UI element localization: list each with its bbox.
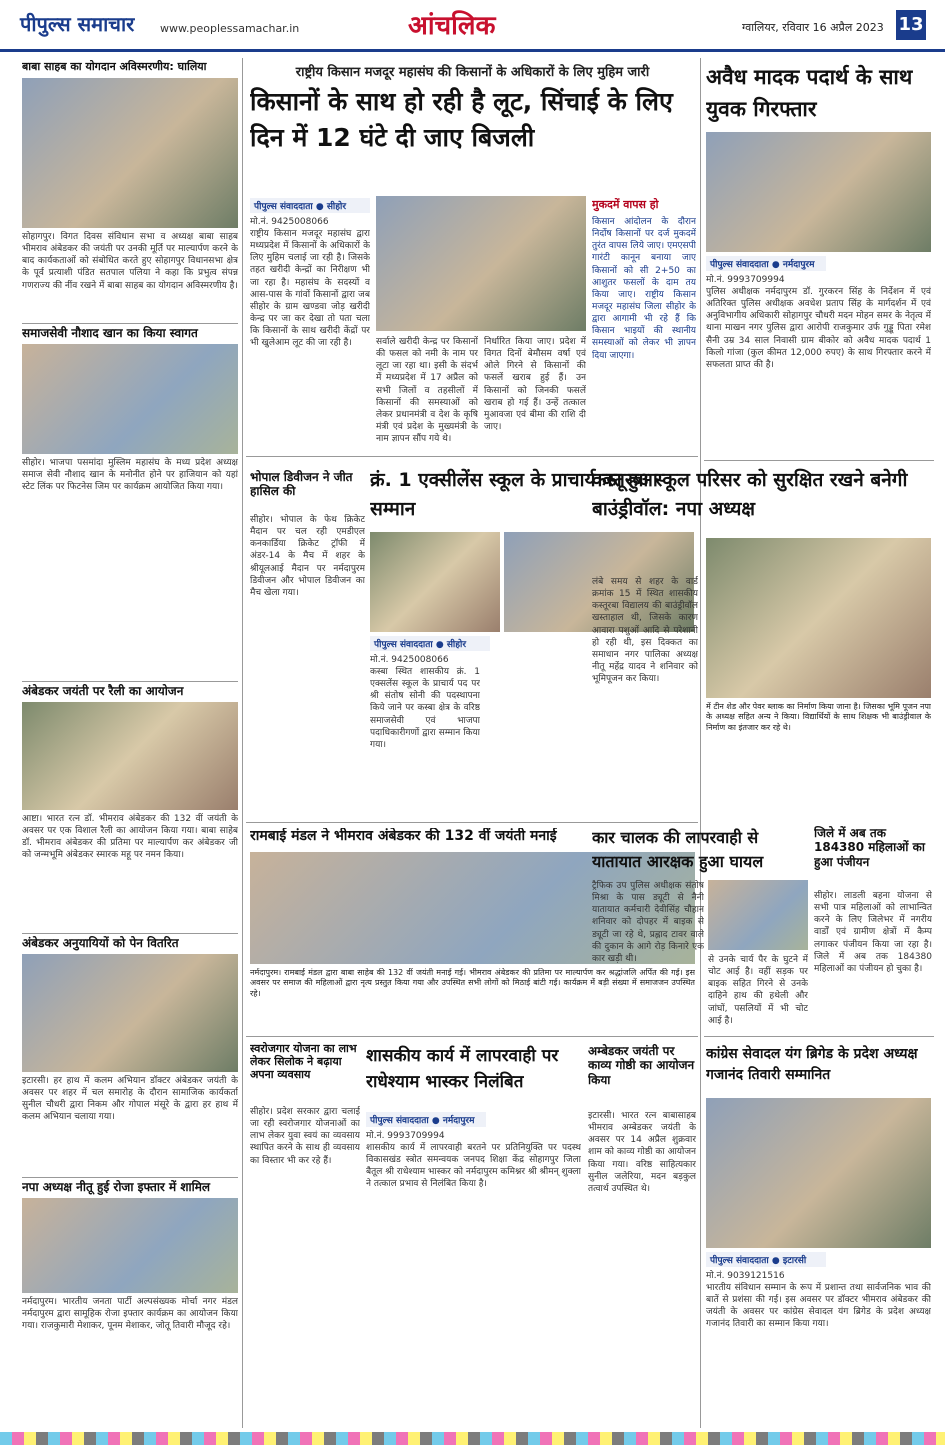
photo (706, 132, 931, 252)
photo (370, 532, 500, 632)
byline: पीपुल्स संवाददाता ● नर्मदापुरम (366, 1112, 486, 1127)
byline: पीपुल्स संवाददाता ● नर्मदापुरम (706, 256, 826, 271)
article-body: राष्ट्रीय किसान मजदूर महासंघ द्वारा मध्यप्रदेश में किसानों के अधिकारों के लिए मुहिम चलाई जा रही है। जिसके तहत खरीदी केन्द्रों का निरीक्षण भी जा रहा है। महासंघ के सदस्यों व आस-पास के गांवों किसानों द्वारा जब सीहोर के ग्राम खण्डवा जोड़ खरीदी केन्द्र पर जा कर देखा तो पता चला कि किसानों के साथ खरीदी केंद्रों पर भी खुलेआम लूट की जा रही है। (250, 229, 370, 349)
photo (22, 1198, 238, 1293)
article-body: आष्टा। भारत रत्न डॉ. भीमराव अंबेडकर की 132 वीं जयंती के अवसर पर एक विशाल रैली का आयोजन किया गया। बाबा साहेब डॉ. भीमराव अंबेडकर की प्रतिमा पर माल्यार्पण कर अंबेडकर जी को जन्मभूमि अंबेडकर स्मारक महू पर नमन किया। (22, 814, 238, 861)
article-body: शासकीय कार्य में लापरवाही बरतने पर प्रतिनियुक्ति पर पदस्थ विकासखंड स्त्रोत समन्वयक जनपद शिक्षा केंद्र सोहागपुर जिला बैतूल श्री राधेश्याम भास्कर को नर्मदापुरम कमिश्नर श्री श्रीमन् शुक्ला ने तत्काल प्रभाव से निलंबित किया है। (366, 1143, 581, 1190)
headline: अंबेडकर अनुयायियों को पेन वितरित (22, 933, 238, 951)
article-body: नर्मदापुरम। भारतीय जनता पार्टी अल्पसंख्यक मोर्चा नगर मंडल नर्मदापुरम द्वारा सामूहिक रोजा इफ्तार कार्यक्रम का आयोजन किया गया। राजकुमारी मेशाकर, पूनम मेशाकर, जोतू तिवारी मौजूद रहे। (22, 1297, 238, 1332)
headline: अंबेडकर जयंती पर रैली का आयोजन (22, 681, 238, 699)
article-body: से उनके चार्य पैर के घुटने में चोट आई है। वहीं सड़क पर बाइक सहित गिरने से उनके दाहिने हाथ की हथेली और जांघों, पसलियों में भी चोट आई है। (708, 955, 808, 1026)
masthead (0, 0, 945, 52)
main-headline: किसानों के साथ हो रही है लूट, सिंचाई के लिए दिन में 12 घंटे दी जाए बिजली (250, 87, 673, 153)
headline: कांग्रेस सेवादल यंग ब्रिगेड के प्रदेश अध्यक्ष गजानंद तिवारी सम्मानित (706, 1046, 918, 1083)
byline: पीपुल्स संवाददाता ● इटारसी (706, 1252, 826, 1267)
section-rule (704, 460, 934, 461)
article-body: निर्धारित किया जाए। प्रदेश में विगत दिनों बेमौसम वर्षा एवं ओले गिरने से किसानों की फसलें खराब हुई हैं। उन किसानों को जिनकी फसलें खराब हो गई हैं। उन्हें तत्काल मुआवजा एवं बीमा की राशि दी जाए। (484, 337, 586, 432)
article-body: पुलिस अधीक्षक नर्मदापुरम डॉ. गुरकरन सिंह के निर्देशन में एवं अतिरिक्त पुलिस अधीक्षक अवधेश प्रताप सिंह के मार्गदर्शन में एवं अनुविभागीय अधिकारी सोहागपुर चौधरी मदन मोहन समर के नेतृत्व में थाना माखन नगर पुलिस द्वारा आरोपी राजकुमार उर्फ गुड्डू पिता रमेश सैनी उम्र 34 साल निवासी ग्राम बीकोर को अवैध मादक पदार्थ 1 किलो गांजा (कुल कीमत 12,000 रुपए) के साथ गिरफ्तार करने में सफलता प्राप्त की है। (706, 287, 931, 370)
photo (708, 880, 808, 950)
newspaper-logo: पीपुल्स समाचार (20, 12, 135, 36)
page-number: 13 (896, 10, 926, 40)
registration-marks (0, 1432, 945, 1445)
photo (22, 954, 238, 1072)
website-url[interactable]: www.peoplessamachar.in (160, 22, 300, 35)
headline: समाजसेवी नौशाद खान का किया स्वागत (22, 323, 238, 341)
photo (22, 78, 238, 228)
section-title: आंचलिक (408, 11, 496, 41)
headline: रामबाई मंडल ने भीमराव अंबेडकर की 132 वीं जयंती मनाई (250, 828, 557, 844)
photo (706, 538, 931, 698)
article-body: सीहोर। लाडली बहना योजना से सभी पात्र महिलाओं को लाभान्वित करने के लिए जिलेभर में नगरीय वार्डों एवं ग्रामीण क्षेत्रों में कैम्प लगाकर पंजीयन किया जा रहा है। जिले में अब तक 184380 महिलाओं का पंजीयन हो चुका है। (814, 891, 932, 974)
headline: स्वरोजगार योजना का लाभ लेकर सिलोक ने बढ़ाया अपना व्यवसाय (250, 1042, 357, 1082)
photo (706, 1098, 931, 1248)
column-rule (242, 58, 243, 1428)
article-body: लंबे समय से शहर के वार्ड क्रमांक 15 में स्थित शासकीय कस्तूरबा विद्यालय की बाउंड्रीवॉल खस्ताहाल थी, जिसके कारण आवारा पशुओं आदि से परेशानी हो रही थी, इस दिक्कत का समाधान नगर पालिका अध्यक्ष नीतू महेंद्र यादव ने शनिवार को भूमिपूजन कर किया। (592, 577, 698, 685)
article-body: सीहोर। भाजपा पसमांदा मुस्लिम महासंघ के मध्य प्रदेश अध्यक्ष समाज सेवी नौशाद खान के मनोनीत होने पर हाजियान को यहां स्टेट लिंक पर फिटनेस जिम पर कार्यक्रम आयोजित किया गया। (22, 458, 238, 493)
mobile-number: मो.नं. 9993709994 (706, 275, 785, 285)
headline: नपा अध्यक्ष नीतू हुई रोजा इफ्तार में शामिल (22, 1177, 238, 1195)
article-body: ट्रैफिक उप पुलिस अधीक्षक संतोष मिश्रा के पास ड्यूटी से नैनी यातायात कर्मचारी देवीसिंह चौहान शनिवार को दोपहर में बाइक से ड्यूटी जा रहे थे, प्रह्लाद टावर वाले की दुकान के आगे रोड़ किनारे एक कार खड़ी थी। (592, 881, 704, 964)
article-body: इटारसी। हर हाथ में कलम अभियान डॉक्टर अंबेडकर जयंती के अवसर पर शहर में चल समारोह के दौरान सामाजिक कार्यकर्ता सुनील चौधरी द्वारा निकम और गोपाल मंसूरे के द्वारा हर हाथ में कलम अभियान चलाया गया। (22, 1076, 238, 1123)
article-body: कस्बा स्थित शासकीय क्रं. 1 एक्सलेंस स्कूल के प्राचार्य पद पर श्री संतोष सोनी की पदस्थापना किये जाने पर कस्बा क्षेत्र के वरिष्ठ समाजसेवी एवं भाजपा पदाधिकारीगणों द्वारा सम्मान किया गया। (370, 667, 480, 750)
photo-caption: नर्मदापुरम। रामबाई मंडल द्वारा बाबा साहेब की 132 वीं जयंती मनाई गई। भीमराव अंबेडकर की प्रतिमा पर माल्यार्पण कर श्रद्धांजलि अर्पित की गई। इस अवसर पर समाज की महिलाओं द्वारा नृत्य प्रस्तुत किया गया और उपस्थित सभी लोगों को मिठाई बांटी गई। कार्यक्रम में बड़ी संख्या में समाजजन उपस्थित रहे। (250, 968, 695, 998)
headline: शासकीय कार्य में लापरवाही पर राधेश्याम भास्कर निलंबित (366, 1046, 559, 1092)
article-body: सीहोर। प्रदेश सरकार द्वारा चलाई जा रही स्वरोजगार योजनाओं का लाभ लेकर युवा स्वयं का व्यवसाय स्थापित करने के साथ ही व्यवसाय का विस्तार भी कर रहे हैं। (250, 1107, 360, 1166)
article-body: इटारसी। भारत रत्न बाबासाहब भीमराव अम्बेडकर जयंती के अवसर पर 14 अप्रैल शुक्रवार शाम को काव्य गोष्ठी का आयोजन किया गया। वरिष्ठ साहित्यकार सुनील जलेरिया, मदन बड़कुल तत्वार्थ उपस्थित थे। (588, 1111, 696, 1194)
article-body: सर्वाले खरीदी केन्द्र पर किसानों की फसल को नमी के नाम पर लूटा जा रहा था। इसी के संदर्भ में मध्यप्रदेश में 17 अप्रैल को सभी जिलों व तहसीलों में किसानों की समस्याओं को लेकर प्रधानमंत्री व देश के कृषि मंत्री एवं प्रदेश के मुख्यमंत्री के नाम ज्ञापन सौंप गये थे। (376, 337, 478, 445)
section-rule (246, 822, 698, 823)
sidebar-body: किसान आंदोलन के दौरान निर्दोष किसानों पर दर्ज मुकदमें तुरंत वापस लिये जाए। एमएसपी गारंटी कानून बनाया जाए किसानों को सी 2+50 का आशुतर फसलों के दाम तय किया जाए। राष्ट्रीय किसान मजदूर महासंघ जिला सीहोर के द्वारा आगामी भी रहे हैं कि किसान भाइयों की स्थानीय समस्याओं को लेकर भी ज्ञापन दिया जाएगा। (592, 217, 696, 361)
headline: कस्तूरबा स्कूल परिसर को सुरक्षित रखने बनेगी बाउंड्रीवॉल: नपा अध्यक्ष (592, 469, 908, 520)
photo (22, 702, 238, 810)
headline: अम्बेडकर जयंती पर काव्य गोष्ठी का आयोजन किया (588, 1044, 695, 1087)
headline: अवैध मादक पदार्थ के साथ युवक गिरफ्तार (706, 65, 913, 121)
article-body: सीहोर। भोपाल के फेथ क्रिकेट मैदान पर चल रही एमडीएल कनकार्डिया क्रिकेट ट्रॉफी में अंडर-14 के मैच में शहर के श्रीयूलआई मैदान पर नर्मदापुरम डिवीजन और भोपाल डिवीजन का मैच खेला गया। (250, 515, 365, 598)
column-rule (700, 58, 701, 1428)
main-photo (376, 196, 586, 331)
photo (22, 344, 238, 454)
article-body: भारतीय संविधान सम्मान के रूप में प्रशान्त तथा सार्वजनिक भाव की बातें से प्रशंसा की गई। इस अवसर पर डॉक्टर भीमराव अंबेडकर की जयंती के अवसर पर कांग्रेस सेवादल यंग ब्रिगेड के प्रदेश अध्यक्ष गजानंद तिवारी का सम्मान किया गया। (706, 1283, 931, 1330)
section-rule (246, 456, 698, 457)
dateline: ग्वालियर, रविवार 16 अप्रैल 2023 (742, 21, 884, 34)
headline: बाबा साहब का योगदान अविस्मरणीय: घालिया (22, 60, 207, 73)
sidebar-headline: मुकदमें वापस हो (592, 198, 659, 211)
headline: कार चालक की लापरवाही से यातायात आरक्षक हुआ घायल (592, 828, 764, 871)
section-rule (704, 1036, 934, 1037)
byline: पीपुल्स संवाददाता ● सीहोर (370, 636, 490, 651)
mobile-number: मो.नं. 9993709994 (366, 1131, 445, 1141)
article-body: सोहागपुर। विगत दिवस संविधान सभा व अध्यक्ष बाबा साहब भीमराव अंबेडकर की जयंती पर उनकी मूर्ति पर माल्यार्पण करने के बाद कार्यकताओं को संबोधित करते हुए सोहागपुर विधानसभा क्षेत्र के पूर्व प्रत्याशी पंडित सतपाल पलिया ने कहा कि प्रभुत्व संपन्न गणराज्य की नींव रखने में बाबा साहब का योगदान अविस्मरणीय है। (22, 232, 238, 291)
mobile-number: मो.नं. 9039121516 (706, 1271, 785, 1281)
headline: भोपाल डिवीजन ने जीत हासिल की (250, 470, 353, 499)
left-column (22, 60, 238, 1430)
section-rule (246, 1036, 698, 1037)
headline: क्रं. 1 एक्सीलेंस स्कूल के प्राचार्य का हुआ सम्मान (370, 469, 658, 520)
photo-caption: में टीन शेड और पेवर ब्लाक का निर्माण किया जाना है। जिसका भूमि पूजन नपा के अध्यक्ष सहित अन्य ने किया। विद्यार्थियों के साथ शिक्षक भी बाउंड्रीवाल के निर्माण का इंतजार कर रहे थे। (706, 702, 931, 732)
mobile-number: मो.नं. 9425008066 (370, 655, 449, 665)
main-kicker: राष्ट्रीय किसान मजदूर महासंघ की किसानों के अधिकारों के लिए मुहिम जारी (295, 65, 650, 80)
mobile-number: मो.नं. 9425008066 (250, 217, 329, 227)
byline: पीपुल्स संवाददाता ● सीहोर (250, 198, 370, 213)
headline: जिले में अब तक 184380 महिलाओं का हुआ पंजीयन (814, 826, 925, 869)
